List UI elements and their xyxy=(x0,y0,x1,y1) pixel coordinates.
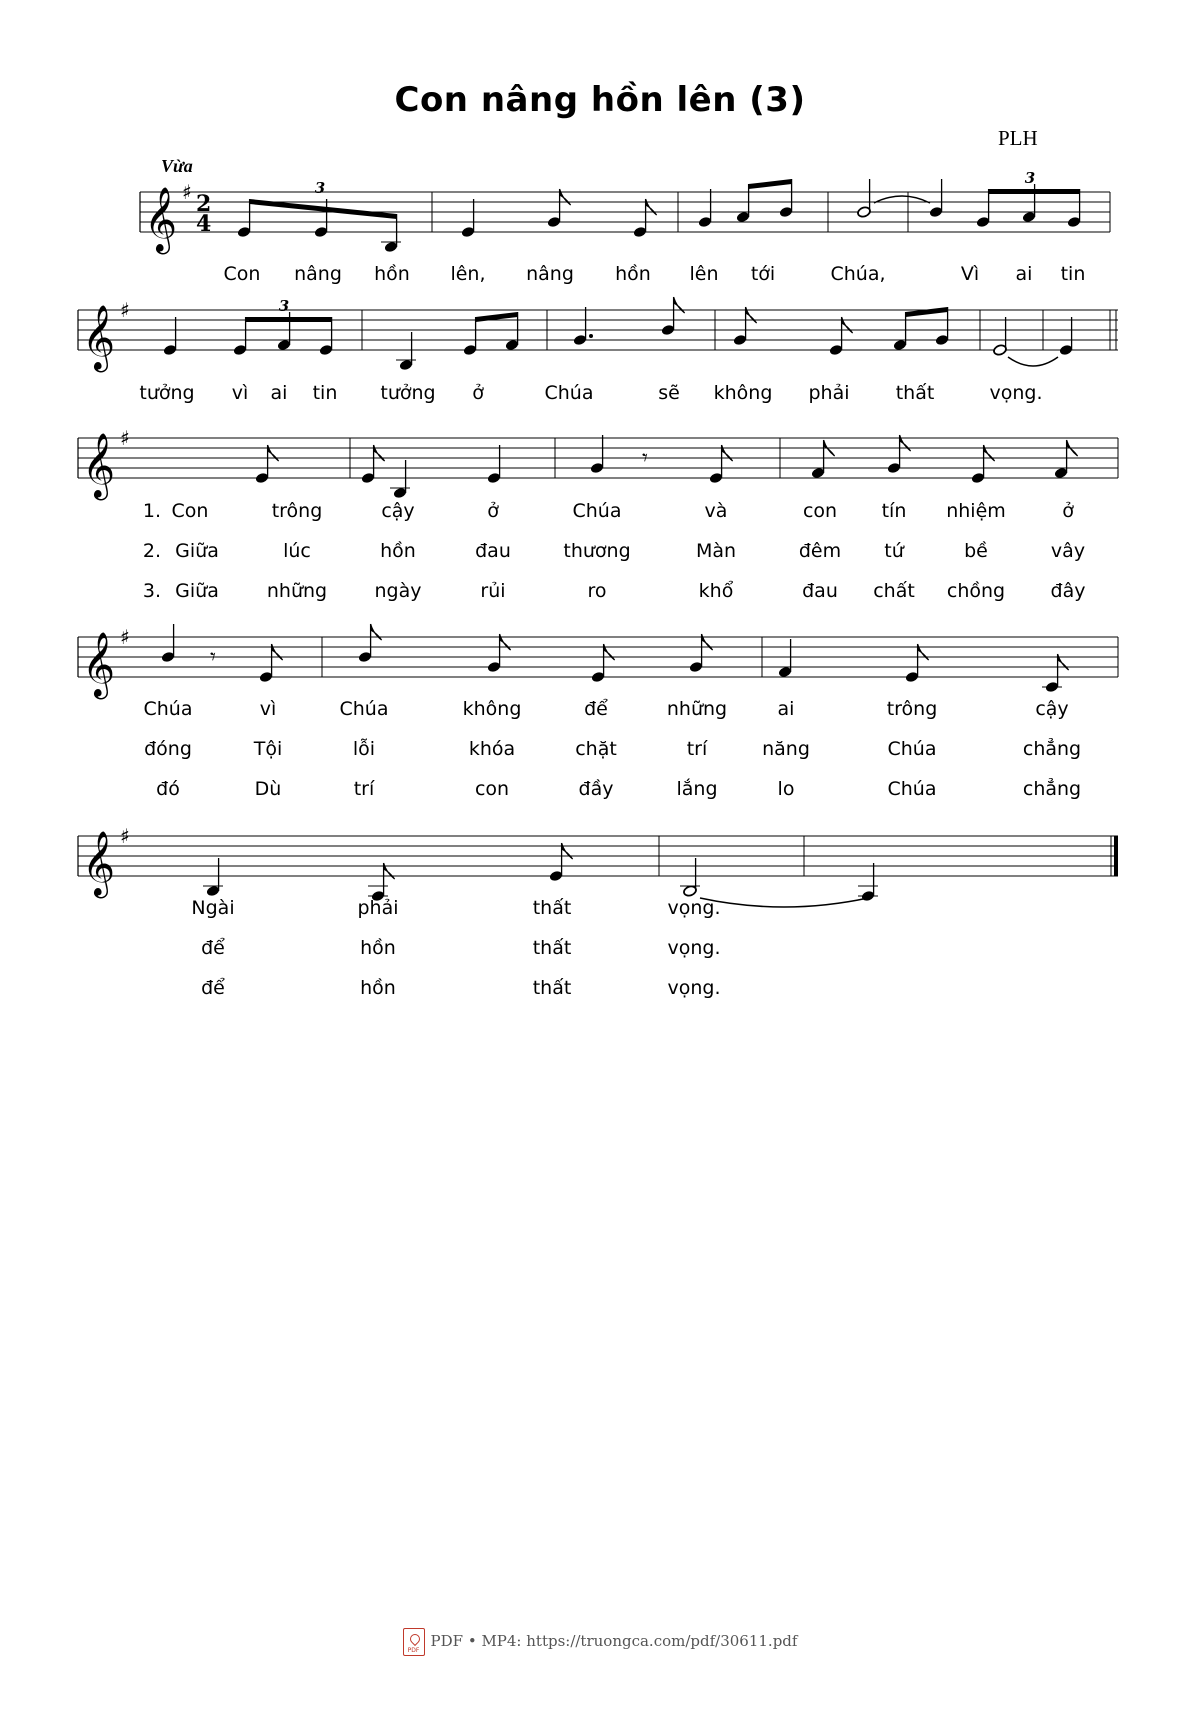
lyric-word: vây xyxy=(1050,540,1086,562)
lyric-word: không xyxy=(462,698,522,720)
lyric-word: những xyxy=(266,580,328,602)
lyric-word: tưởng xyxy=(380,382,436,404)
note-flag xyxy=(500,634,511,650)
lyric-word: vọng. xyxy=(667,977,721,999)
note-flag xyxy=(562,843,573,859)
note-flag xyxy=(374,445,385,461)
lyric-word: cậy xyxy=(1035,698,1069,720)
lyric-word: ro xyxy=(587,580,607,602)
lyric-word: phải xyxy=(808,382,850,404)
lyric-word: tứ xyxy=(884,540,904,562)
footer-text: PDF • MP4: https://truongca.com/pdf/30611.pdf xyxy=(430,1632,798,1650)
lyric-word: tưởng xyxy=(139,382,195,404)
note-flag xyxy=(604,644,615,660)
key-signature-sharp: ♯ xyxy=(120,426,130,450)
lyric-word: nâng xyxy=(526,263,574,285)
staff-system-5 xyxy=(0,814,1200,904)
lyric-word: 2. xyxy=(142,540,162,562)
lyric-word: đóng xyxy=(144,738,192,760)
lyric-word: Chúa xyxy=(544,382,594,404)
note-flag xyxy=(746,307,757,323)
lyric-word: Tội xyxy=(253,738,283,760)
lyric-word: ai xyxy=(1015,263,1033,285)
lyric-word: ngày xyxy=(374,580,422,602)
lyric-word: để xyxy=(201,977,225,999)
lyric-word: Con xyxy=(171,500,209,522)
note-flag xyxy=(646,199,657,215)
lyric-word: tới xyxy=(750,263,776,285)
treble-clef-icon: 𝄞 xyxy=(82,632,116,697)
lyric-word: không xyxy=(713,382,773,404)
lyric-word: Ngài xyxy=(191,897,235,919)
lyric-word: Chúa xyxy=(143,698,193,720)
lyric-word: đó xyxy=(156,778,180,800)
note-flag xyxy=(702,634,713,650)
beam xyxy=(246,317,332,322)
note-flag xyxy=(371,624,382,640)
footer-link[interactable] xyxy=(0,1628,1200,1656)
note-flag xyxy=(722,445,733,461)
lyric-word: đầy xyxy=(578,778,614,800)
key-signature-sharp: ♯ xyxy=(120,625,130,649)
lyric-word: trí xyxy=(353,778,375,800)
lyric-word: trông xyxy=(271,500,323,522)
note-flag xyxy=(272,644,283,660)
lyric-word: Dù xyxy=(254,778,282,800)
note-flag xyxy=(268,445,279,461)
lyric-word: ai xyxy=(777,698,795,720)
lyric-word: bề xyxy=(964,540,988,562)
lyric-word: rủi xyxy=(480,580,506,602)
lyric-word: 1. xyxy=(142,500,162,522)
lyric-word: trí xyxy=(686,738,708,760)
lyric-word: trông xyxy=(886,698,938,720)
lyric-word: lỗi xyxy=(352,738,376,760)
beam xyxy=(749,179,792,189)
note-flag xyxy=(674,297,685,313)
lyric-word: tín xyxy=(881,500,907,522)
pdf-file-icon xyxy=(403,1628,425,1656)
lyric-word: cậy xyxy=(381,500,415,522)
staff-system-2 xyxy=(0,288,1200,378)
lyric-word: Giữa xyxy=(175,580,219,602)
lyric-word: vọng. xyxy=(667,897,721,919)
lyric-word: thất xyxy=(532,937,572,959)
lyric-word: khóa xyxy=(468,738,516,760)
tie xyxy=(700,898,868,907)
lyric-word: chẳng xyxy=(1022,738,1082,760)
key-signature-sharp: ♯ xyxy=(120,298,130,322)
note-flag xyxy=(560,189,571,205)
eighth-rest: 𝄾 xyxy=(642,446,648,471)
note-flag xyxy=(984,445,995,461)
lyric-word: và xyxy=(704,500,728,522)
lyric-word: lắng xyxy=(676,778,718,800)
lyric-word: chặt xyxy=(575,738,617,760)
lyric-word: để xyxy=(584,698,608,720)
lyric-word: hồn xyxy=(360,977,396,999)
staff-system-4 xyxy=(0,615,1200,705)
lyric-word: Vì xyxy=(960,263,980,285)
lyric-word: hồn xyxy=(374,263,410,285)
lyric-word: những xyxy=(666,698,728,720)
lyric-word: chất xyxy=(873,580,915,602)
staff-system-1 xyxy=(0,170,1200,260)
lyric-word: ở xyxy=(472,382,484,404)
lyric-word: tin xyxy=(1060,263,1086,285)
song-title: Con nâng hồn lên (3) xyxy=(394,80,806,120)
lyric-word: Chúa, xyxy=(830,263,886,285)
triplet-marking: 3 xyxy=(314,179,326,197)
lyric-word: vọng. xyxy=(989,382,1043,404)
key-signature-sharp: ♯ xyxy=(120,824,130,848)
lyric-word: Chúa xyxy=(572,500,622,522)
lyric-word: Màn xyxy=(695,540,737,562)
lyric-word: lo xyxy=(777,778,795,800)
note-flag xyxy=(900,435,911,451)
lyric-word: thất xyxy=(532,977,572,999)
composer-credit: PLH xyxy=(998,126,1038,150)
lyric-word: nhiệm xyxy=(946,500,1006,522)
beam xyxy=(989,189,1080,194)
lyric-word: hồn xyxy=(615,263,651,285)
note-flag xyxy=(842,317,853,333)
lyric-word: hồn xyxy=(380,540,416,562)
lyric-word: Chúa xyxy=(339,698,389,720)
lyric-word: chẳng xyxy=(1022,778,1082,800)
lyric-word: vì xyxy=(259,698,277,720)
lyric-word: đau xyxy=(802,580,838,602)
final-barline-thick xyxy=(1114,836,1118,876)
key-signature-sharp: ♯ xyxy=(182,180,192,204)
lyric-word: thương xyxy=(563,540,631,562)
lyric-word: ở xyxy=(487,500,499,522)
treble-clef-icon: 𝄞 xyxy=(82,305,116,370)
lyric-word: thất xyxy=(895,382,935,404)
staff-system-3 xyxy=(0,416,1200,506)
lyric-word: Chúa xyxy=(887,738,937,760)
triplet-marking: 3 xyxy=(278,297,290,315)
note-dot xyxy=(589,334,593,338)
lyric-word: Chúa xyxy=(887,778,937,800)
lyric-word: lúc xyxy=(283,540,311,562)
lyric-word: vọng. xyxy=(667,937,721,959)
lyric-word: ai xyxy=(270,382,288,404)
lyric-word: nâng xyxy=(294,263,342,285)
lyric-word: 3. xyxy=(142,580,162,602)
lyric-word: khổ xyxy=(698,580,734,602)
triplet-marking: 3 xyxy=(1024,169,1036,187)
lyric-word: để xyxy=(201,937,225,959)
lyric-word: chồng xyxy=(946,580,1006,602)
treble-clef-icon: 𝄞 xyxy=(82,433,116,498)
tempo-marking: Vừa xyxy=(161,156,193,176)
lyric-word: Giữa xyxy=(175,540,219,562)
lyric-word: lên xyxy=(689,263,719,285)
note-flag xyxy=(1058,654,1069,670)
lyric-word: con xyxy=(474,778,510,800)
treble-clef-icon: 𝄞 xyxy=(144,187,178,252)
time-signature-top: 2 xyxy=(196,191,212,217)
lyric-word: phải xyxy=(357,897,399,919)
lyric-word: sẽ xyxy=(658,382,680,404)
lyric-word: Con xyxy=(223,263,261,285)
note-flag xyxy=(918,644,929,660)
lyric-word: thất xyxy=(532,897,572,919)
time-signature-bottom: 4 xyxy=(196,211,212,237)
lyric-word: hồn xyxy=(360,937,396,959)
lyric-word: tin xyxy=(312,382,338,404)
beam xyxy=(906,307,948,317)
lyric-word: năng xyxy=(762,738,810,760)
note-flag xyxy=(384,863,395,879)
eighth-rest: 𝄾 xyxy=(210,645,216,670)
lyric-word: vì xyxy=(231,382,249,404)
tie xyxy=(1008,357,1058,366)
lyric-word: con xyxy=(802,500,838,522)
lyric-word: ở xyxy=(1062,500,1074,522)
lyric-word: đêm xyxy=(798,540,842,562)
lyric-word: lên, xyxy=(450,263,486,285)
treble-clef-icon: 𝄞 xyxy=(82,831,116,896)
lyric-word: đau xyxy=(475,540,511,562)
lyric-word: đây xyxy=(1050,580,1086,602)
